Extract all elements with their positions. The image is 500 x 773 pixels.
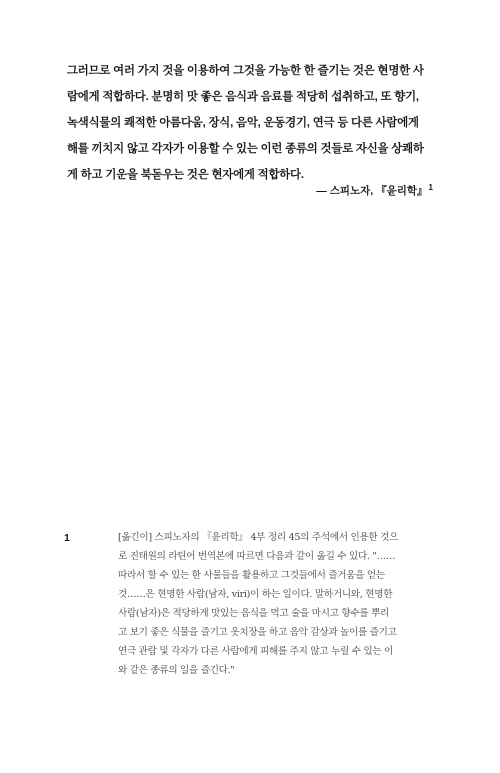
epigraph-line: 해를 끼치지 않고 각자가 이용할 수 있는 이런 종류의 것들로 자신을 상쾌하	[67, 143, 424, 155]
footnote-reference: 1	[428, 183, 433, 192]
epigraph-quote	[67, 58, 433, 188]
footnote-number: 1	[64, 532, 70, 544]
footnote-line: 따라서 할 수 있는 한 사물들을 활용하고 그것들에서 즐거움을 얻는	[118, 570, 385, 581]
footnote-line: 로 진태원의 라틴어 번역본에 따르면 다음과 같이 옮길 수 있다. "……	[118, 551, 396, 562]
footnote	[64, 528, 436, 680]
footnote-line: 것……은 현명한 사람(남자, viri)이 하는 일이다. 말하거니와, 현명한	[118, 589, 393, 600]
epigraph-attribution	[316, 183, 433, 198]
epigraph-line: 게 하고 기운을 북돋우는 것은 현자에게 적합하다.	[67, 169, 304, 181]
epigraph-line: 녹색식물의 쾌적한 아름다움, 장식, 음악, 운동경기, 연극 등 다른 사람에게	[67, 117, 419, 129]
footnote-text	[118, 528, 436, 680]
epigraph-line: 그러므로 여러 가지 것을 이용하여 그것을 가능한 한 즐기는 것은 현명한 사	[67, 65, 424, 77]
attribution-text: — 스피노자, 『윤리학』	[316, 185, 428, 197]
footnote-line: 와 같은 종류의 일을 즐긴다."	[118, 665, 235, 676]
footnote-line: 고 보기 좋은 식물을 즐기고 옷치장을 하고 음악 감상과 놀이를 즐기고	[118, 627, 397, 638]
epigraph-line: 람에게 적합하다. 분명히 맛 좋은 음식과 음료를 적당히 섭취하고, 또 향기,	[67, 91, 419, 103]
footnote-line: 연극 관람 및 각자가 다른 사람에게 피해를 주지 않고 누릴 수 있는 이	[118, 646, 394, 657]
footnote-line: 사람(남자)은 적당하게 맛있는 음식을 먹고 술을 마시고 향수를 뿌리	[118, 608, 390, 619]
footnote-line: [옮긴이] 스피노자의 『윤리학』 4부 정리 45의 주석에서 인용한 것으	[118, 532, 399, 543]
